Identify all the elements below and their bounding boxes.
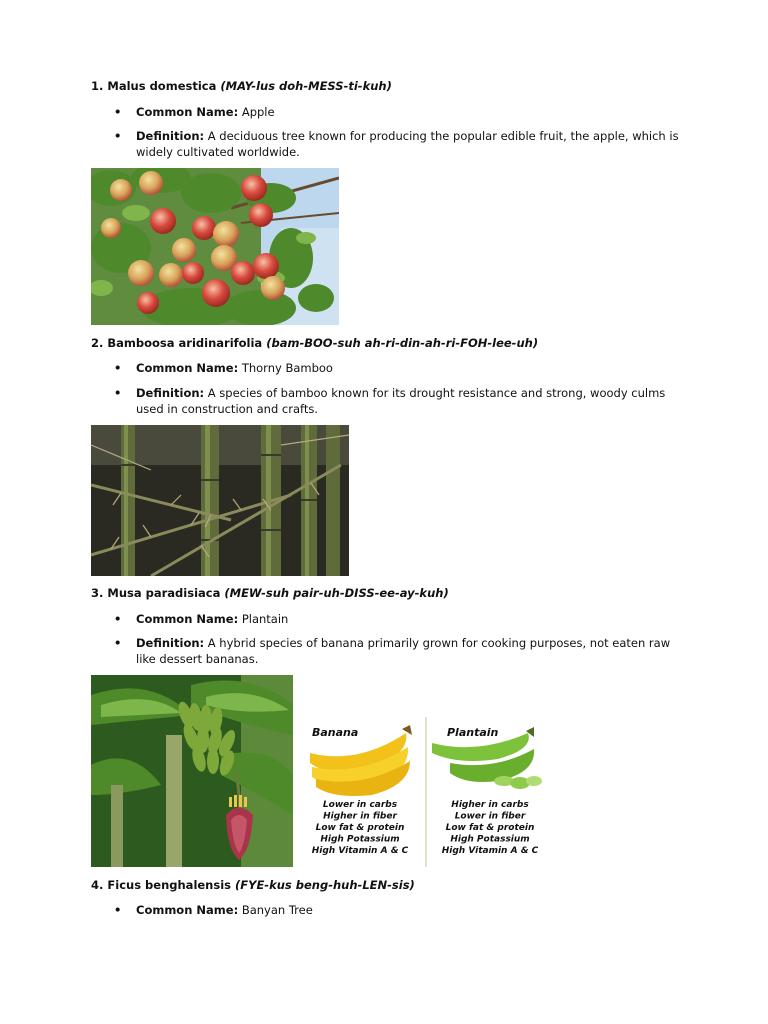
banana-vs-plantain-graphic — [298, 715, 550, 867]
plantain-facts-list — [442, 800, 539, 856]
scientific-name: Bamboosa aridinarifolia — [107, 336, 263, 350]
svg-text:Banana: Banana — [312, 726, 359, 739]
plantain-plant-photo — [91, 675, 293, 867]
definition-label: Definition: — [136, 129, 205, 143]
entry-number: 4. — [91, 878, 104, 892]
scientific-name: Ficus benghalensis — [107, 878, 231, 892]
common-name-value: Thorny Bamboo — [241, 361, 333, 375]
pronunciation: (MAY-lus doh-MESS-ti-kuh) — [220, 79, 392, 93]
fact-line: High Potassium — [320, 834, 400, 845]
common-name-label: Common Name: — [136, 903, 239, 917]
definition-text: A species of bamboo known for its drought resistance and strong, woody culms used in construction and crafts. — [136, 386, 666, 416]
definition-text: A deciduous tree known for producing the popular edible fruit, the apple, which is widely cultivated worldwide. — [136, 129, 679, 159]
banana-title — [312, 726, 358, 739]
fact-line: High Vitamin A & C — [311, 846, 409, 856]
entry-2-heading — [91, 336, 538, 350]
svg-text:Plantain: Plantain — [447, 726, 499, 739]
entry-3-definition — [114, 635, 684, 669]
common-name-value: Plantain — [241, 612, 289, 626]
common-name-value: Apple — [241, 105, 275, 119]
pronunciation: (FYE-kus beng-huh-LEN-sis) — [235, 878, 415, 892]
entry-number: 3. — [91, 586, 104, 600]
entry-2-definition — [114, 385, 684, 419]
entry-1-heading — [91, 79, 392, 93]
entry-3-heading — [91, 586, 449, 600]
plantain-title — [447, 726, 499, 739]
definition-label: Definition: — [136, 636, 205, 650]
fact-line: Lower in fiber — [454, 811, 526, 822]
fact-line: Higher in carbs — [451, 800, 529, 810]
definition-text: A hybrid species of banana primarily grown for cooking purposes, not eaten raw like dessert bananas. — [136, 636, 671, 666]
bullet: • — [114, 903, 122, 917]
bullet: • — [114, 386, 122, 400]
common-name-label: Common Name: — [136, 105, 239, 119]
common-name-label: Common Name: — [136, 612, 239, 626]
fact-line: High Potassium — [450, 834, 530, 845]
entry-4-heading — [91, 878, 415, 892]
common-name-value: Banyan Tree — [241, 903, 313, 917]
entry-1-definition — [114, 128, 684, 162]
bullet: • — [114, 129, 122, 143]
thorny-bamboo-photo — [91, 425, 349, 576]
bullet: • — [114, 636, 122, 650]
banana-facts-list — [312, 800, 409, 856]
definition-label: Definition: — [136, 386, 205, 400]
fact-line: Higher in fiber — [323, 811, 397, 822]
fact-line: Low fat & protein — [445, 823, 535, 833]
scientific-name: Musa paradisiaca — [107, 586, 221, 600]
pronunciation: (bam-BOO-suh ah-ri-din-ah-ri-FOH-lee-uh) — [266, 336, 539, 350]
bullet: • — [114, 612, 122, 626]
scientific-name: Malus domestica — [107, 79, 217, 93]
fact-line: Lower in carbs — [322, 800, 398, 810]
apple-tree-photo — [91, 168, 339, 325]
bullet: • — [114, 105, 122, 119]
fact-line: Low fat & protein — [315, 823, 405, 833]
pronunciation: (MEW-suh pair-uh-DISS-ee-ay-kuh) — [224, 586, 449, 600]
fact-line: High Vitamin A & C — [441, 846, 539, 856]
entry-number: 2. — [91, 336, 104, 350]
entry-number: 1. — [91, 79, 104, 93]
common-name-label: Common Name: — [136, 361, 239, 375]
bullet: • — [114, 361, 122, 375]
